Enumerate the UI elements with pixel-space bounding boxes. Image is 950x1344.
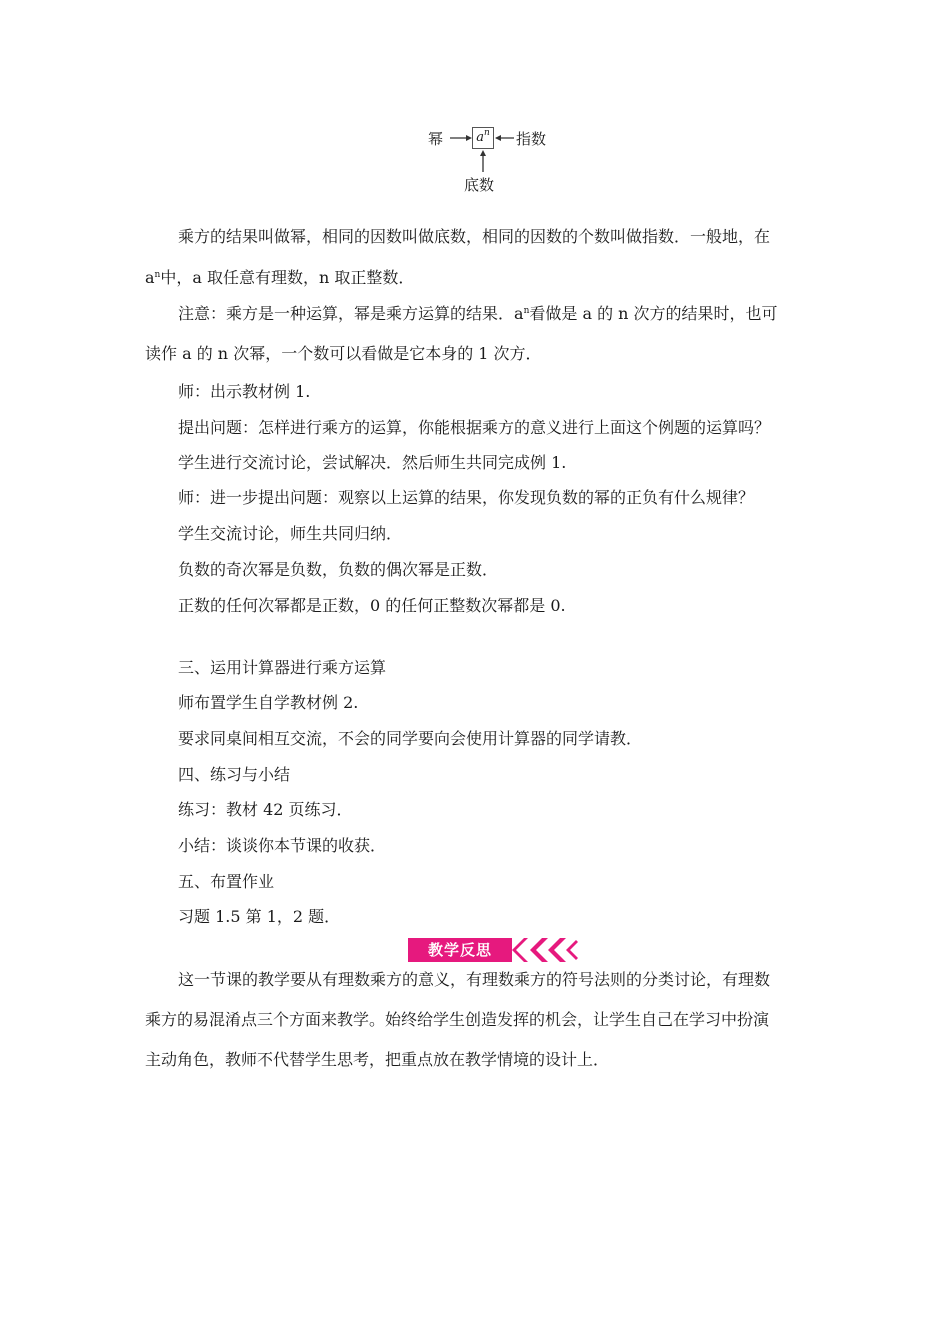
power-diagram xyxy=(420,120,560,200)
paragraph-note-2: 读作 a 的 n 次幂，一个数可以看做是它本身的 1 次方． xyxy=(145,344,542,363)
section-heading-3: 三、运用计算器进行乘方运算 xyxy=(178,658,387,677)
text-line: 提出问题：怎样进行乘方的运算，你能根据乘方的意义进行上面这个例题的运算吗？ xyxy=(178,418,771,437)
text-line: 师：进一步提出问题：观察以上运算的结果，你发现负数的幂的正负有什么规律？ xyxy=(178,488,755,507)
section-heading-4: 四、练习与小结 xyxy=(178,765,291,784)
text-line: 学生进行交流讨论，尝试解决．然后师生共同完成例 1. xyxy=(178,453,567,472)
diagram-power-box: $a^n$ xyxy=(472,127,494,149)
paragraph-definition-1: 乘方的结果叫做幂，相同的因数叫做底数，相同的因数的个数叫做指数．一般地，在 xyxy=(178,227,771,246)
text-line: 师布置学生自学教材例 2. xyxy=(178,693,359,712)
reflection-line-1: 这一节课的教学要从有理数乘方的意义，有理数乘方的符号法则的分类讨论，有理数 xyxy=(178,970,771,989)
text-line: 师：出示教材例 1. xyxy=(178,382,311,401)
diagram-label-base: 底数 xyxy=(464,176,495,194)
paragraph-definition-2: $a^n$中，a 取任意有理数，n 取正整数． xyxy=(145,268,415,287)
paragraph-note-1: 注意：乘方是一种运算，幂是乘方运算的结果．$a^n$看做是 a 的 n 次方的结果时，也可 xyxy=(178,304,778,323)
text-line: 正数的任何次幂都是正数，0 的任何正整数次幂都是 0. xyxy=(178,596,566,615)
text-line: 练习：教材 42 页练习． xyxy=(178,800,353,819)
section-heading-5: 五、布置作业 xyxy=(178,872,275,891)
reflection-banner-title: 教学反思 xyxy=(408,938,512,962)
text-line: 习题 1.5 第 1，2 题． xyxy=(178,907,341,926)
chevron-left-icon xyxy=(508,938,578,962)
text-line: 要求同桌间相互交流，不会的同学要向会使用计算器的同学请教． xyxy=(178,729,643,748)
text-line: 小结：谈谈你本节课的收获． xyxy=(178,836,387,855)
reflection-line-3: 主动角色，教师不代替学生思考，把重点放在教学情境的设计上． xyxy=(145,1050,610,1069)
text-line: 负数的奇次幂是负数，负数的偶次幂是正数． xyxy=(178,560,499,579)
reflection-line-2: 乘方的易混淆点三个方面来教学。始终给学生创造发挥的机会，让学生自己在学习中扮演 xyxy=(145,1010,770,1029)
text-line: 学生交流讨论，师生共同归纳． xyxy=(178,524,403,543)
diagram-label-exponent: 指数 xyxy=(516,130,547,148)
diagram-label-power: 幂 xyxy=(428,130,444,148)
